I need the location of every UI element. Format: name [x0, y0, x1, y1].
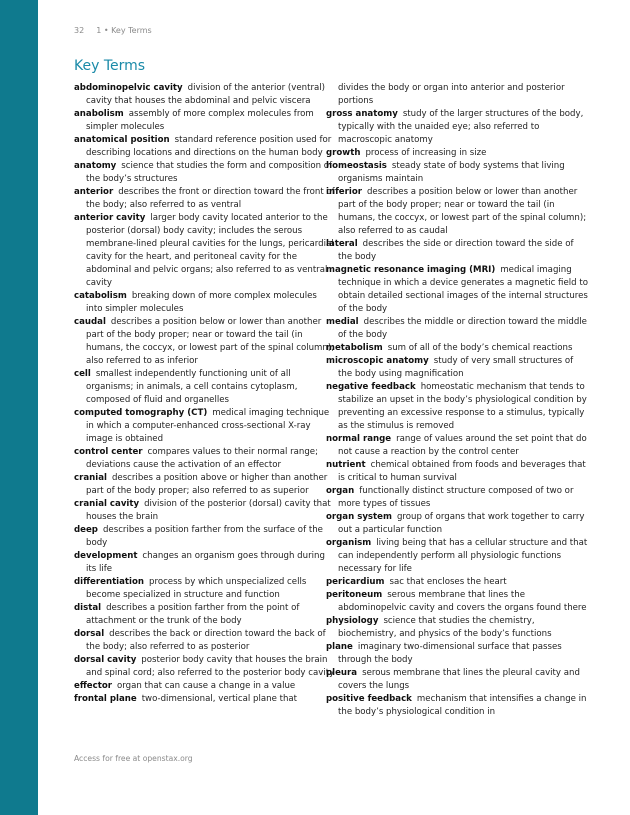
glossary-term: caudal — [74, 317, 106, 327]
glossary-entry — [74, 654, 336, 680]
glossary-definition: organ that can cause a change in a value — [116, 681, 296, 691]
glossary-entry — [326, 108, 588, 147]
glossary-term: gross anatomy — [326, 109, 398, 119]
glossary-entry — [326, 667, 588, 693]
glossary-term: anatomy — [74, 161, 117, 171]
glossary-definition: compares values to their normal range; deviations cause the activation of an effector — [86, 447, 318, 470]
glossary-term: lateral — [326, 239, 358, 249]
footer-link[interactable]: Access for free at openstax.org — [74, 754, 193, 763]
glossary-entry — [74, 524, 336, 550]
glossary-entry — [326, 160, 588, 186]
glossary-entry — [74, 186, 336, 212]
glossary-term: organ — [326, 486, 355, 496]
glossary-term: inferior — [326, 187, 362, 197]
glossary-term: organism — [326, 538, 372, 548]
glossary-entry — [326, 615, 588, 641]
glossary-definition: serous membrane that lines the pleural cavity and covers the lungs — [338, 668, 580, 691]
glossary-entry — [326, 82, 588, 108]
glossary-definition: medical imaging technique in which a computer-enhanced cross-sectional X-ray image is obtained — [86, 408, 330, 444]
glossary-definition: assembly of more complex molecules from simpler molecules — [86, 109, 314, 132]
glossary-term: plane — [326, 642, 353, 652]
glossary-term: pericardium — [326, 577, 385, 587]
glossary-entry — [326, 576, 588, 589]
glossary-term: medial — [326, 317, 359, 327]
glossary-term: cranial — [74, 473, 107, 483]
glossary-definition: study of very small structures of the body using magnification — [338, 356, 574, 379]
glossary-definition: homeostatic mechanism that tends to stabilize an upset in the body’s physiological condition by preventing an excessive response to a stimulus, typically as the stimulus is removed — [338, 382, 587, 431]
glossary-entry — [326, 589, 588, 615]
glossary-term: microscopic anatomy — [326, 356, 429, 366]
glossary-term: dorsal cavity — [74, 655, 137, 665]
glossary-entry — [326, 186, 588, 238]
glossary-definition: describes a position farther from the surface of the body — [86, 525, 323, 548]
glossary-entry — [326, 641, 588, 667]
glossary-definition: standard reference position used for describing locations and directions on the human body — [86, 135, 332, 158]
glossary-term: frontal plane — [74, 694, 137, 704]
glossary-term: differentiation — [74, 577, 145, 587]
glossary-entry — [326, 693, 588, 719]
glossary-entry — [74, 446, 336, 472]
glossary-definition: group of organs that work together to carry out a particular function — [338, 512, 585, 535]
glossary-entry — [326, 342, 588, 355]
glossary-definition: describes a position farther from the point of attachment or the trunk of the body — [86, 603, 300, 626]
side-stripe — [0, 0, 38, 815]
glossary-term: normal range — [326, 434, 392, 444]
glossary-term: cranial cavity — [74, 499, 140, 509]
left-column — [74, 82, 336, 706]
glossary-term: anabolism — [74, 109, 124, 119]
glossary-term: anterior — [74, 187, 114, 197]
glossary-definition: living being that has a cellular structure and that can independently perform all physiologic functions necessary for life — [338, 538, 588, 574]
glossary-entry — [74, 693, 336, 706]
glossary-term: organ system — [326, 512, 392, 522]
glossary-term: physiology — [326, 616, 379, 626]
glossary-entry — [326, 511, 588, 537]
glossary-entry — [74, 108, 336, 134]
glossary-definition: chemical obtained from foods and beverages that is critical to human survival — [338, 460, 586, 483]
glossary-entry — [326, 238, 588, 264]
glossary-term: cell — [74, 369, 91, 379]
glossary-term: control center — [74, 447, 143, 457]
glossary-entry — [326, 459, 588, 485]
glossary-definition: divides the body or organ into anterior and posterior portions — [338, 83, 565, 106]
glossary-entry — [74, 160, 336, 186]
glossary-term: dorsal — [74, 629, 105, 639]
glossary-definition: describes the back or direction toward the back of the body; also referred to as posterior — [86, 629, 326, 652]
page-number: 32 — [74, 26, 85, 35]
glossary-definition: science that studies the chemistry, biochemistry, and physics of the body’s functions — [338, 616, 552, 639]
glossary-definition: describes a position below or lower than another part of the body proper; near or toward the tail (in humans, the coccyx, or lowest part of the spinal column); also referred to as inferior — [86, 317, 335, 366]
glossary-definition: steady state of body systems that living organisms maintain — [338, 161, 565, 184]
glossary-definition: science that studies the form and composition of the body’s structures — [86, 161, 333, 184]
right-column — [326, 82, 588, 719]
glossary-definition: medical imaging technique in which a device generates a magnetic field to obtain detailed sectional images of the internal structures of the body — [338, 265, 588, 314]
glossary-term: effector — [74, 681, 112, 691]
glossary-definition: two-dimensional, vertical plane that — [141, 694, 298, 704]
glossary-term: anatomical position — [74, 135, 170, 145]
glossary-term: distal — [74, 603, 102, 613]
glossary-term: anterior cavity — [74, 213, 146, 223]
glossary-definition: describes the middle or direction toward the middle of the body — [338, 317, 587, 340]
page-title: Key Terms — [74, 58, 146, 74]
glossary-term: magnetic resonance imaging (MRI) — [326, 265, 496, 275]
glossary-term: homeostasis — [326, 161, 387, 171]
glossary-entry — [326, 355, 588, 381]
glossary-definition: breaking down of more complex molecules into simpler molecules — [86, 291, 317, 314]
glossary-definition: describes a position above or higher than another part of the body proper; also referred to as superior — [86, 473, 328, 496]
glossary-definition: describes the front or direction toward the front of the body; also referred to as ventral — [86, 187, 335, 210]
glossary-definition: imaginary two-dimensional surface that passes through the body — [338, 642, 562, 665]
glossary-entry — [74, 407, 336, 446]
glossary-entry — [74, 602, 336, 628]
glossary-definition: posterior body cavity that houses the brain and spinal cord; also referred to the posterior body cavity — [86, 655, 335, 678]
glossary-definition: division of the anterior (ventral) cavity that houses the abdominal and pelvic viscera — [86, 83, 326, 106]
glossary-term: peritoneum — [326, 590, 383, 600]
glossary-entry — [74, 576, 336, 602]
glossary-entry — [74, 134, 336, 160]
glossary-entry — [326, 147, 588, 160]
chapter-label: 1 • Key Terms — [96, 26, 152, 35]
glossary-entry — [74, 82, 336, 108]
glossary-definition: study of the larger structures of the body, typically with the unaided eye; also referred to macroscopic anatomy — [338, 109, 584, 145]
glossary-definition: functionally distinct structure composed of two or more types of tissues — [338, 486, 574, 509]
glossary-term: catabolism — [74, 291, 127, 301]
glossary-term: abdominopelvic cavity — [74, 83, 183, 93]
glossary-definition: changes an organism goes through during its life — [86, 551, 325, 574]
glossary-definition: mechanism that intensifies a change in the body’s physiological condition in — [338, 694, 587, 717]
running-header — [74, 26, 152, 35]
glossary-term: computed tomography (CT) — [74, 408, 208, 418]
glossary-definition: describes a position below or lower than another part of the body proper; near or toward the tail (in humans, the coccyx, or lowest part of the spinal column); also referred to as caudal — [338, 187, 587, 236]
glossary-term: positive feedback — [326, 694, 412, 704]
glossary-term: metabolism — [326, 343, 383, 353]
glossary-term: pleura — [326, 668, 358, 678]
glossary-entry — [326, 264, 588, 316]
glossary-term: development — [74, 551, 138, 561]
glossary-entry — [326, 537, 588, 576]
glossary-definition: serous membrane that lines the abdominopelvic cavity and covers the organs found there — [338, 590, 587, 613]
glossary-definition: process by which unspecialized cells become specialized in structure and function — [86, 577, 307, 600]
glossary-definition: range of values around the set point that do not cause a reaction by the control center — [338, 434, 587, 457]
glossary-definition: sum of all of the body’s chemical reactions — [387, 343, 573, 353]
glossary-definition: division of the posterior (dorsal) cavity that houses the brain — [86, 499, 331, 522]
glossary-entry — [74, 680, 336, 693]
glossary-entry — [74, 498, 336, 524]
glossary-definition: process of increasing in size — [365, 148, 487, 158]
glossary-term: nutrient — [326, 460, 366, 470]
glossary-definition: larger body cavity located anterior to the posterior (dorsal) body cavity; includes the serous membrane-lined pleural cavities for the lungs, pericardial cavity for the heart, and peritoneal cavity for the abdominal and pelvic organs; also referred to as ventral cavity — [86, 213, 334, 288]
glossary-entry — [74, 212, 336, 290]
glossary-definition: smallest independently functioning unit of all organisms; in animals, a cell contains cytoplasm, composed of fluid and organelles — [86, 369, 298, 405]
glossary-entry — [326, 316, 588, 342]
glossary-definition: describes the side or direction toward the side of the body — [338, 239, 574, 262]
glossary-entry — [74, 316, 336, 368]
glossary-entry — [74, 550, 336, 576]
glossary-term: negative feedback — [326, 382, 416, 392]
glossary-term: growth — [326, 148, 361, 158]
glossary-entry — [326, 381, 588, 433]
glossary-entry — [326, 485, 588, 511]
glossary-term: deep — [74, 525, 98, 535]
glossary-entry — [326, 433, 588, 459]
glossary-entry — [74, 628, 336, 654]
glossary-entry — [74, 368, 336, 407]
glossary-definition: sac that encloses the heart — [389, 577, 507, 587]
glossary-entry — [74, 290, 336, 316]
glossary-entry — [74, 472, 336, 498]
